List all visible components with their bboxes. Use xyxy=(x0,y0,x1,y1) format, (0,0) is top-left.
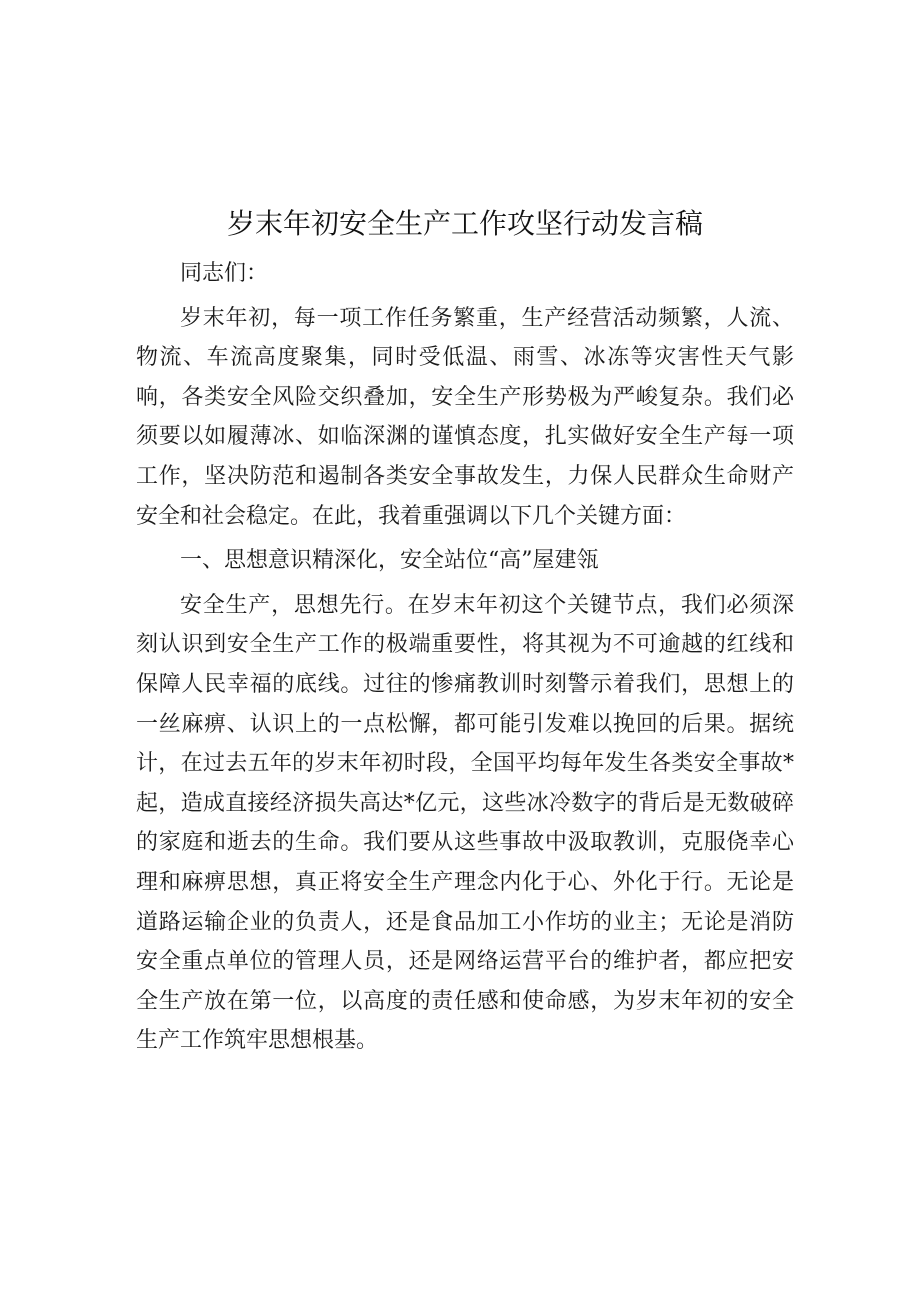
section-paragraph: 安全生产，思想先行。在岁末年初这个关键节点，我们必须深刻认识到安全生产工作的极端重要性，将其视为不可逾越的红线和保障人民幸福的底线。过往的惨痛教训时刻警示着我们，思想上的一丝麻痹、认识上的一点松懈，都可能引发难以挽回的后果。据统计，在过去五年的岁末年初时段，全国平均每年发生各类安全事故*起，造成直接经济损失高达*亿元，这些冰冷数字的背后是无数破碎的家庭和逝去的生命。我们要从这些事故中汲取教训，克服侥幸心理和麻痹思想，真正将安全生产理念内化于心、外化于行。无论是道路运输企业的负责人，还是食品加工小作坊的业主；无论是消防安全重点单位的管理人员，还是网络运营平台的维护者，都应把安全生产放在第一位，以高度的责任感和使命感，为岁末年初的安全生产工作筑牢思想根基。 xyxy=(136,592,794,1054)
document-body xyxy=(136,254,794,1061)
intro-paragraph: 岁末年初，每一项工作任务繁重，生产经营活动频繁，人流、物流、车流高度聚集，同时受低温、雨雪、冰冻等灾害性天气影响，各类安全风险交织叠加，安全生产形势极为严峻复杂。我们必须要以如履薄冰、如临深渊的谨慎态度，扎实做好安全生产每一项工作，坚决防范和遏制各类安全事故发生，力保人民群众生命财产安全和社会稳定。在此，我着重强调以下几个关键方面： xyxy=(136,305,794,529)
section-heading: 一、思想意识精深化，安全站位“高”屋建瓴 xyxy=(180,548,599,574)
greeting-line: 同志们： xyxy=(180,261,269,286)
document-title: 岁末年初安全生产工作攻坚行动发言稿 xyxy=(226,207,703,240)
